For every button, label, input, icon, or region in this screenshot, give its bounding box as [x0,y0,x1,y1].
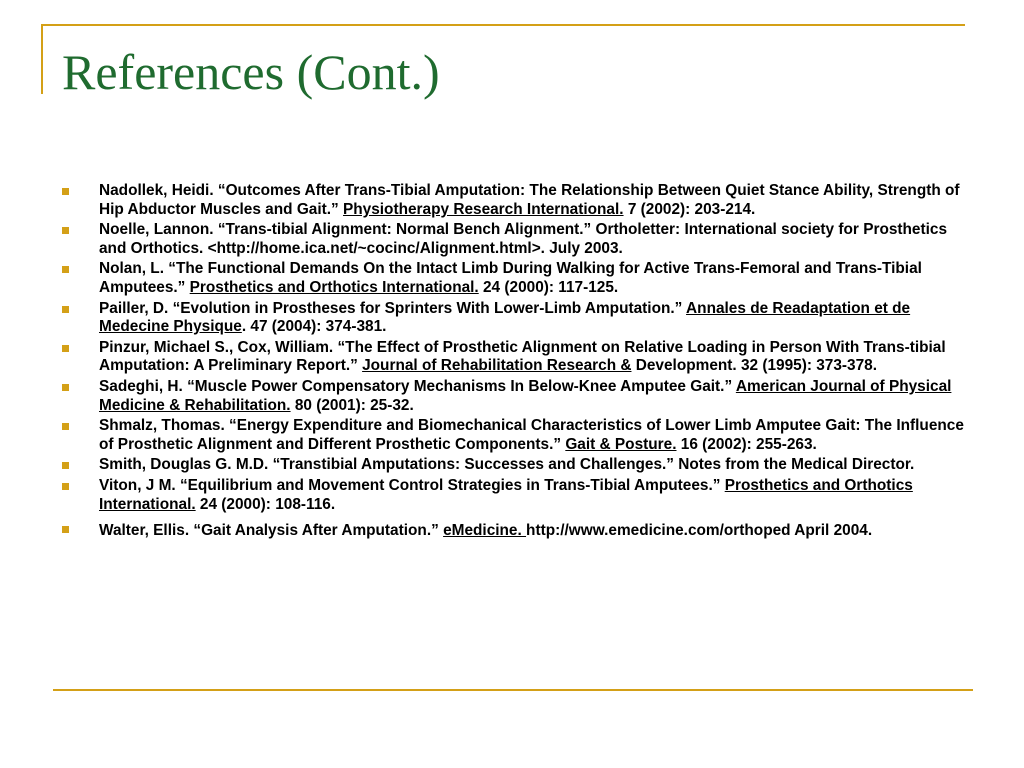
reference-item [62,477,967,514]
slide-title: References (Cont.) [62,44,440,100]
reference-text: Walter, Ellis. “Gait Analysis After Amputation.” [99,522,444,540]
reference-text: http://www.emedicine.com/orthoped April 2004. [526,522,873,540]
reference-item [62,260,967,297]
reference-item [62,221,967,258]
reference-item [62,417,967,454]
reference-text: . 47 (2004): 374-381. [241,318,387,336]
left-rule [41,24,43,94]
reference-item [62,300,967,337]
reference-item [62,339,967,376]
reference-text: Pinzur, Michael S., Cox, William. “The Effect of Prosthetic Alignment on Relative Loading in Person With Trans-tibial Amputation: A Preliminary Report.” [99,338,946,375]
reference-text: 80 (2001): 25-32. [290,396,414,414]
reference-item [62,520,967,541]
reference-item [62,456,967,475]
square-bullet-icon [62,462,69,469]
square-bullet-icon [62,345,69,352]
reference-source: Gait & Posture. [565,435,677,453]
reference-source: Physiotherapy Research International. [343,200,624,218]
square-bullet-icon [62,423,69,430]
square-bullet-icon [62,526,69,533]
reference-text: 7 (2002): 203-214. [623,200,756,218]
reference-item [62,378,967,415]
square-bullet-icon [62,306,69,313]
reference-text: Nadollek, Heidi. “Outcomes After Trans-Tibial Amputation: The Relationship Between Quiet Stance Ability, Strength of Hip Abductor Muscles and Gait.” [99,182,960,218]
reference-list [62,182,967,543]
reference-text: Nolan, L. “The Functional Demands On the Intact Limb During Walking for Active Trans-Femoral and Trans-Tibial Amputees.” [99,260,922,296]
square-bullet-icon [62,483,69,490]
reference-item [62,182,967,219]
reference-text: 24 (2000): 117-125. [478,278,619,296]
reference-source: American Journal of Physical Medicine & Rehabilitation. [99,377,952,414]
reference-text: Smith, Douglas G. M.D. “Transtibial Amputations: Successes and Challenges.” Notes from the Medical Director. [99,456,915,474]
reference-text: Sadeghi, H. “Muscle Power Compensatory Mechanisms In Below-Knee Amputee Gait.” [99,377,736,395]
reference-text: 24 (2000): 108-116. [195,495,336,513]
reference-text: Shmalz, Thomas. “Energy Expenditure and Biomechanical Characteristics of Lower Limb Amputee Gait: The Influence of Prosthetic Alignment and Different Prosthetic Components.” [99,417,964,453]
reference-text: Pailler, D. “Evolution in Prostheses for Sprinters With Lower-Limb Amputation.” [99,299,687,317]
reference-source: Annales de Readaptation et de Medecine Physique [99,299,911,336]
reference-text: Noelle, Lannon. “Trans-tibial Alignment: Normal Bench Alignment.” Ortholetter: International society for Prosthetics and Orthotics. <http://home.ica.net/~cocinc/Alignment.html>. July 2003. [99,221,948,257]
reference-source: Journal of Rehabilitation Research & [362,357,632,375]
reference-text: Development. 32 (1995): 373-378. [631,357,877,375]
reference-text: Viton, J M. “Equilibrium and Movement Control Strategies in Trans-Tibial Amputees.” [99,476,725,494]
square-bullet-icon [62,384,69,391]
reference-source: Prosthetics and Orthotics International. [99,476,913,513]
reference-source: Prosthetics and Orthotics International. [189,278,479,296]
bottom-rule [53,689,973,691]
square-bullet-icon [62,227,69,234]
square-bullet-icon [62,266,69,273]
square-bullet-icon [62,188,69,195]
reference-source: eMedicine. [443,522,527,540]
reference-text: 16 (2002): 255-263. [676,435,817,453]
top-rule [41,24,965,26]
